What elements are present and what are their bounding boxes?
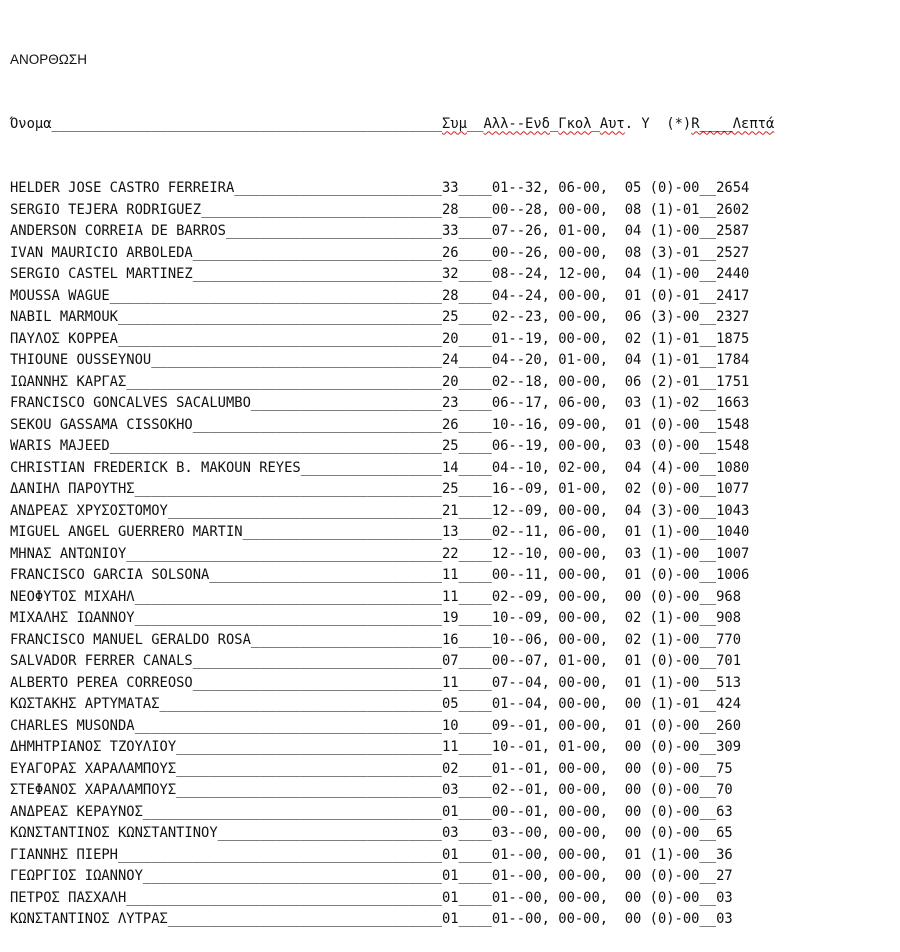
stats-value: 04--20, 01-00, 04 (1)-01 [491, 352, 700, 368]
stats-value: 02--18, 00-00, 06 (2)-01 [491, 373, 700, 390]
separator: __ [699, 459, 717, 476]
minutes-value: 2602 [716, 201, 750, 218]
player-name: SALVADOR FERRER CANALS [10, 653, 193, 669]
apps-value: 01 [441, 911, 459, 927]
player-name: SERGIO TEJERA RODRIGUEZ [10, 201, 202, 218]
column-header-row [10, 114, 774, 136]
name-underscores: ________________________________ [176, 760, 442, 777]
separator: __ [699, 416, 717, 433]
player-name: ΔΗΜΗΤΡΙΑΝΟΣ ΤΖΟΥΛΙΟΥ [10, 739, 177, 755]
player-row [10, 780, 774, 802]
separator: ____ [458, 868, 492, 884]
player-row [10, 221, 774, 243]
player-row [10, 630, 774, 652]
apps-value: 23 [441, 395, 459, 411]
stats-value: 10--06, 00-00, 02 (1)-00 [491, 631, 700, 648]
player-name: FRANCISCO GARCIA SOLSONA [10, 567, 210, 583]
player-name: ΚΩΝΣΤΑΝΤΙΝΟΣ ΚΩΝΣΤΑΝΤΙΝΟΥ [10, 825, 218, 841]
player-name: ΜΙΧΑΛΗΣ ΙΩΑΝΝΟΥ [10, 610, 135, 626]
name-underscores: ____________________________________ [142, 868, 442, 884]
stats-value: 00--28, 00-00, 08 (1)-01 [491, 201, 700, 218]
player-row [10, 673, 774, 695]
apps-value: 22 [441, 545, 459, 562]
separator: ____ [458, 717, 492, 734]
name-underscores: __________________________ [225, 223, 442, 239]
player-row [10, 479, 774, 501]
player-name: NABIL MARMOUK [10, 309, 118, 325]
minutes-value: 513 [716, 674, 742, 691]
player-name: ΚΩΣΤΑΚΗΣ ΑΡΤΥΜΑΤΑΣ [10, 696, 160, 712]
name-underscores: ________________________________________ [109, 438, 442, 454]
separator: __ [699, 674, 717, 691]
player-row [10, 415, 774, 437]
separator: ____ [458, 911, 492, 927]
player-name: ΑΝΔΡΕΑΣ ΚΕΡΑΥΝΟΣ [10, 803, 143, 820]
stats-value: 02--11, 06-00, 01 (1)-00 [491, 524, 700, 540]
player-row [10, 737, 774, 759]
stats-value: 09--01, 00-00, 01 (0)-00 [491, 717, 700, 734]
player-row [10, 845, 774, 867]
apps-value: 03 [441, 782, 459, 798]
header-text: . Υ (*) [624, 115, 692, 132]
stats-value: 01--01, 00-00, 00 (0)-00 [491, 760, 700, 777]
minutes-value: 2654 [716, 180, 750, 196]
stats-value: 00--11, 00-00, 01 (0)-00 [491, 567, 700, 583]
minutes-value: 1548 [716, 416, 750, 433]
separator: ____ [458, 739, 492, 755]
player-row [10, 608, 774, 630]
stats-value: 02--09, 00-00, 00 (0)-00 [491, 588, 700, 605]
stats-value: 12--10, 00-00, 03 (1)-00 [491, 545, 700, 562]
minutes-value: 1006 [716, 567, 750, 583]
stats-value: 01--00, 00-00, 01 (1)-00 [491, 846, 700, 863]
player-name: SERGIO CASTEL MARTINEZ [10, 266, 193, 282]
separator: __ [699, 309, 717, 325]
player-name: MIGUEL ANGEL GUERRERO MARTIN [10, 524, 243, 540]
minutes-value: 27 [716, 868, 733, 884]
document-body [10, 6, 774, 952]
apps-value: 01 [441, 868, 459, 884]
name-underscores: _______________________________________ [117, 846, 442, 863]
player-name: ΓΙΑΝΝΗΣ ΠΙΕΡΗ [10, 846, 118, 863]
separator: ____ [458, 545, 492, 562]
player-name: ΠΕΤΡΟΣ ΠΑΣΧΑΛΗ [10, 889, 127, 906]
name-underscores: ________________________ [242, 524, 442, 540]
separator: ____ [458, 416, 492, 433]
separator: __ [699, 653, 717, 669]
player-name: CHARLES MUSONDA [10, 717, 135, 734]
player-name: ΙΩΑΝΝΗΣ ΚΑΡΓΑΣ [10, 373, 127, 390]
player-row [10, 909, 774, 931]
separator: ____ [458, 201, 492, 218]
minutes-value: 65 [716, 825, 733, 841]
minutes-value: 03 [716, 911, 733, 927]
separator: __ [699, 352, 717, 368]
player-name: FRANCISCO MANUEL GERALDO ROSA [10, 631, 251, 648]
apps-value: 05 [441, 696, 459, 712]
minutes-value: 1077 [716, 481, 750, 497]
minutes-value: 1007 [716, 545, 750, 562]
name-underscores: ______________________________ [192, 653, 442, 669]
apps-value: 28 [441, 201, 459, 218]
name-underscores: _____________________________________ [134, 588, 442, 605]
apps-value: 01 [441, 846, 459, 863]
separator: ____ [458, 459, 492, 476]
separator: ____ [458, 696, 492, 712]
separator: ____ [458, 846, 492, 863]
stats-value: 01--32, 06-00, 05 (0)-00 [491, 180, 700, 196]
header-flagged-word: R____Λεπτά [691, 115, 775, 132]
separator: __ [699, 201, 717, 218]
separator: __ [699, 739, 717, 755]
header-text: _ [591, 115, 600, 132]
minutes-value: 1040 [716, 524, 750, 540]
separator: ____ [458, 481, 492, 497]
name-underscores: ______________________________________ [126, 545, 442, 562]
separator: ____ [458, 352, 492, 368]
player-name: IVAN MAURICIO ARBOLEDA [10, 244, 193, 261]
separator: __ [699, 782, 717, 798]
minutes-value: 968 [716, 588, 742, 605]
player-name: ΜΗΝΑΣ ΑΝΤΩΝΙΟΥ [10, 545, 127, 562]
separator: __ [699, 330, 717, 347]
minutes-value: 2440 [716, 266, 750, 282]
document-title: ΑΝΟΡΘΩΣΗ [10, 52, 87, 67]
name-underscores: _______________________________________ [117, 309, 442, 325]
player-name: ΚΩΝΣΤΑΝΤΙΝΟΣ ΛΥΤΡΑΣ [10, 911, 168, 927]
name-underscores: ____________________________________ [142, 803, 442, 820]
separator: __ [699, 266, 717, 282]
separator: ____ [458, 524, 492, 540]
player-name: ΣΤΕΦΑΝΟΣ ΧΑΡΑΛΑΜΠΟΥΣ [10, 782, 177, 798]
player-row [10, 651, 774, 673]
name-underscores: ______________________________ [192, 244, 442, 261]
minutes-value: 75 [716, 760, 733, 777]
name-underscores: _________________________________ [167, 502, 442, 519]
header-name-label: Όνομα [10, 115, 52, 132]
stats-value: 01--00, 00-00, 00 (0)-00 [491, 911, 700, 927]
player-row [10, 587, 774, 609]
separator: ____ [458, 330, 492, 347]
separator: ____ [458, 438, 492, 454]
player-name: ΕΥΑΓΟΡΑΣ ΧΑΡΑΛΑΜΠΟΥΣ [10, 760, 177, 777]
stats-value: 08--24, 12-00, 04 (1)-00 [491, 266, 700, 282]
minutes-value: 1751 [716, 373, 750, 390]
stats-value: 10--09, 00-00, 02 (1)-00 [491, 610, 700, 626]
separator: ____ [458, 782, 492, 798]
separator: __ [699, 438, 717, 454]
header-columns [442, 116, 774, 132]
player-name: ΑΝΔΡΕΑΣ ΧΡΥΣΟΣΤΟΜΟΥ [10, 502, 168, 519]
minutes-value: 2527 [716, 244, 750, 261]
separator: __ [699, 846, 717, 863]
minutes-value: 424 [716, 696, 742, 712]
player-name: ΠΑΥΛΟΣ ΚΟΡΡΕΑ [10, 330, 118, 347]
apps-value: 14 [441, 459, 459, 476]
separator: __ [699, 373, 717, 390]
stats-value: 12--09, 00-00, 04 (3)-00 [491, 502, 700, 519]
player-row [10, 243, 774, 265]
name-underscores: _________________________________ [167, 911, 442, 927]
apps-value: 20 [441, 373, 459, 390]
apps-value: 02 [441, 760, 459, 777]
stats-value: 07--04, 00-00, 01 (1)-00 [491, 674, 700, 691]
apps-value: 16 [441, 631, 459, 648]
separator: ____ [458, 889, 492, 906]
player-row [10, 802, 774, 824]
header-name-underscores: _______________________________________________ [51, 115, 442, 132]
player-name: ALBERTO PEREA CORREOSO [10, 674, 193, 691]
apps-value: 24 [441, 352, 459, 368]
minutes-value: 2327 [716, 309, 750, 325]
stats-value: 02--23, 00-00, 06 (3)-00 [491, 309, 700, 325]
minutes-value: 1875 [716, 330, 750, 347]
separator: __ [699, 760, 717, 777]
separator: __ [699, 395, 717, 411]
apps-value: 21 [441, 502, 459, 519]
separator: __ [699, 287, 717, 304]
stats-value: 00--26, 00-00, 08 (3)-01 [491, 244, 700, 261]
name-underscores: _____________________________________ [134, 481, 442, 497]
apps-value: 07 [441, 653, 459, 669]
separator: ____ [458, 180, 492, 196]
stats-value: 07--26, 01-00, 04 (1)-00 [491, 223, 700, 239]
minutes-value: 1784 [716, 352, 750, 368]
player-name: ΓΕΩΡΓΙΟΣ ΙΩΑΝΝΟΥ [10, 868, 143, 884]
name-underscores: ________________________________ [176, 739, 442, 755]
player-name: ANDERSON CORREIA DE BARROS [10, 223, 226, 239]
name-underscores: ______________________________________ [126, 889, 442, 906]
separator: __ [699, 696, 717, 712]
name-underscores: _________________________ [234, 180, 442, 196]
name-underscores: _________________ [300, 459, 442, 476]
separator: ____ [458, 803, 492, 820]
stats-value: 01--04, 00-00, 00 (1)-01 [491, 696, 700, 712]
stats-value: 03--00, 00-00, 00 (0)-00 [491, 825, 700, 841]
apps-value: 11 [441, 588, 459, 605]
stats-value: 00--01, 00-00, 00 (0)-00 [491, 803, 700, 820]
player-row [10, 501, 774, 523]
separator: ____ [458, 502, 492, 519]
stats-value: 10--01, 01-00, 00 (0)-00 [491, 739, 700, 755]
minutes-value: 2587 [716, 223, 750, 239]
minutes-value: 1080 [716, 459, 750, 476]
name-underscores: _______________________ [250, 631, 442, 648]
apps-value: 19 [441, 610, 459, 626]
stats-value: 01--19, 00-00, 02 (1)-01 [491, 330, 700, 347]
separator: ____ [458, 266, 492, 282]
name-underscores: ________________________________ [176, 782, 442, 798]
separator: ____ [458, 653, 492, 669]
separator: __ [699, 911, 717, 927]
name-underscores: _______________________________________ [117, 330, 442, 347]
separator: ____ [458, 244, 492, 261]
player-row [10, 264, 774, 286]
player-row [10, 888, 774, 910]
separator: ____ [458, 825, 492, 841]
separator: ____ [458, 395, 492, 411]
apps-value: 25 [441, 309, 459, 325]
minutes-value: 1548 [716, 438, 750, 454]
player-list [10, 178, 774, 931]
separator: __ [699, 717, 717, 734]
name-underscores: ___________________________________ [151, 352, 442, 368]
apps-value: 28 [441, 287, 459, 304]
player-row [10, 759, 774, 781]
stats-value: 04--24, 00-00, 01 (0)-01 [491, 287, 700, 304]
header-flagged-word: Γκολ [558, 115, 592, 132]
player-row [10, 823, 774, 845]
apps-value: 10 [441, 717, 459, 734]
stats-value: 01--00, 00-00, 00 (0)-00 [491, 889, 700, 906]
separator: __ [699, 868, 717, 884]
player-row [10, 178, 774, 200]
name-underscores: __________________________________ [159, 696, 442, 712]
separator: __ [699, 803, 717, 820]
player-name: HELDER JOSE CASTRO FERREIRA [10, 180, 235, 196]
apps-value: 11 [441, 739, 459, 755]
minutes-value: 2417 [716, 287, 750, 304]
apps-value: 11 [441, 674, 459, 691]
separator: __ [699, 567, 717, 583]
minutes-value: 70 [716, 782, 733, 798]
separator: __ [699, 180, 717, 196]
separator: ____ [458, 567, 492, 583]
player-row [10, 286, 774, 308]
apps-value: 33 [441, 180, 459, 196]
player-row [10, 866, 774, 888]
minutes-value: 03 [716, 889, 733, 906]
player-row [10, 200, 774, 222]
header-text: __ [466, 115, 484, 132]
player-row [10, 716, 774, 738]
separator: ____ [458, 309, 492, 325]
apps-value: 03 [441, 825, 459, 841]
player-name: THIOUNE OUSSEYNOU [10, 352, 152, 368]
separator: ____ [458, 373, 492, 390]
apps-value: 13 [441, 524, 459, 540]
apps-value: 26 [441, 244, 459, 261]
header-flagged-word: Αυτ [599, 115, 625, 132]
name-underscores: ______________________________ [192, 674, 442, 691]
stats-value: 01--00, 00-00, 00 (0)-00 [491, 868, 700, 884]
separator: __ [699, 481, 717, 497]
player-row [10, 393, 774, 415]
separator: __ [699, 244, 717, 261]
apps-value: 25 [441, 438, 459, 454]
separator: __ [699, 588, 717, 605]
separator: __ [699, 631, 717, 648]
apps-value: 11 [441, 567, 459, 583]
name-underscores: ______________________________ [192, 416, 442, 433]
separator: ____ [458, 588, 492, 605]
separator: ____ [458, 631, 492, 648]
name-underscores: ____________________________ [209, 567, 442, 583]
player-name: ΝΕΟΦΥΤΟΣ ΜΙΧΑΗΛ [10, 588, 135, 605]
minutes-value: 63 [716, 803, 733, 820]
player-row [10, 307, 774, 329]
stats-value: 10--16, 09-00, 01 (0)-00 [491, 416, 700, 433]
separator: ____ [458, 223, 492, 239]
stats-value: 06--19, 00-00, 03 (0)-00 [491, 438, 700, 454]
minutes-value: 36 [716, 846, 733, 863]
player-row [10, 522, 774, 544]
minutes-value: 770 [716, 631, 742, 648]
separator: __ [699, 502, 717, 519]
minutes-value: 309 [716, 739, 742, 755]
name-underscores: ______________________________________ [126, 373, 442, 390]
stats-value: 00--07, 01-00, 01 (0)-00 [491, 653, 700, 669]
apps-value: 01 [441, 889, 459, 906]
player-row [10, 350, 774, 372]
stats-value: 04--10, 02-00, 04 (4)-00 [491, 459, 700, 476]
minutes-value: 908 [716, 610, 742, 626]
separator: __ [699, 524, 717, 540]
separator: __ [699, 610, 717, 626]
name-underscores: _______________________ [250, 395, 442, 411]
separator: __ [699, 545, 717, 562]
separator: ____ [458, 610, 492, 626]
player-row [10, 372, 774, 394]
name-underscores: _____________________________ [201, 201, 442, 218]
name-underscores: _____________________________________ [134, 610, 442, 626]
apps-value: 26 [441, 416, 459, 433]
separator: ____ [458, 760, 492, 777]
player-name: WARIS MAJEED [10, 438, 110, 454]
apps-value: 01 [441, 803, 459, 820]
apps-value: 25 [441, 481, 459, 497]
minutes-value: 1663 [716, 395, 750, 411]
stats-value: 02--01, 00-00, 00 (0)-00 [491, 782, 700, 798]
minutes-value: 701 [716, 653, 742, 669]
name-underscores: ___________________________ [217, 825, 442, 841]
minutes-value: 1043 [716, 502, 750, 519]
player-row [10, 544, 774, 566]
player-name: CHRISTIAN FREDERICK B. MAKOUN REYES [10, 459, 301, 476]
apps-value: 33 [441, 223, 459, 239]
header-text: _ [549, 115, 559, 132]
name-underscores: ______________________________ [192, 266, 442, 282]
separator: __ [699, 889, 717, 906]
header-flagged-word: Συμ [441, 115, 467, 132]
apps-value: 32 [441, 266, 459, 282]
player-name: FRANCISCO GONCALVES SACALUMBO [10, 395, 251, 411]
minutes-value: 260 [716, 717, 742, 734]
player-name: MOUSSA WAGUE [10, 287, 110, 304]
separator: ____ [458, 287, 492, 304]
header-flagged-word: Αλλ--Ενδ [483, 115, 550, 132]
player-row [10, 329, 774, 351]
name-underscores: ________________________________________ [109, 287, 442, 304]
player-name: SEKOU GASSAMA CISSOKHO [10, 416, 193, 433]
separator: ____ [458, 674, 492, 691]
stats-value: 16--09, 01-00, 02 (0)-00 [491, 481, 700, 497]
apps-value: 20 [441, 330, 459, 347]
player-row [10, 694, 774, 716]
name-underscores: _____________________________________ [134, 717, 442, 734]
stats-value: 06--17, 06-00, 03 (1)-02 [491, 395, 700, 411]
player-row [10, 565, 774, 587]
player-row [10, 458, 774, 480]
separator: __ [699, 825, 717, 841]
player-row [10, 436, 774, 458]
separator: __ [699, 223, 717, 239]
player-name: ΔΑΝΙΗΛ ΠΑΡΟΥΤΗΣ [10, 481, 135, 497]
